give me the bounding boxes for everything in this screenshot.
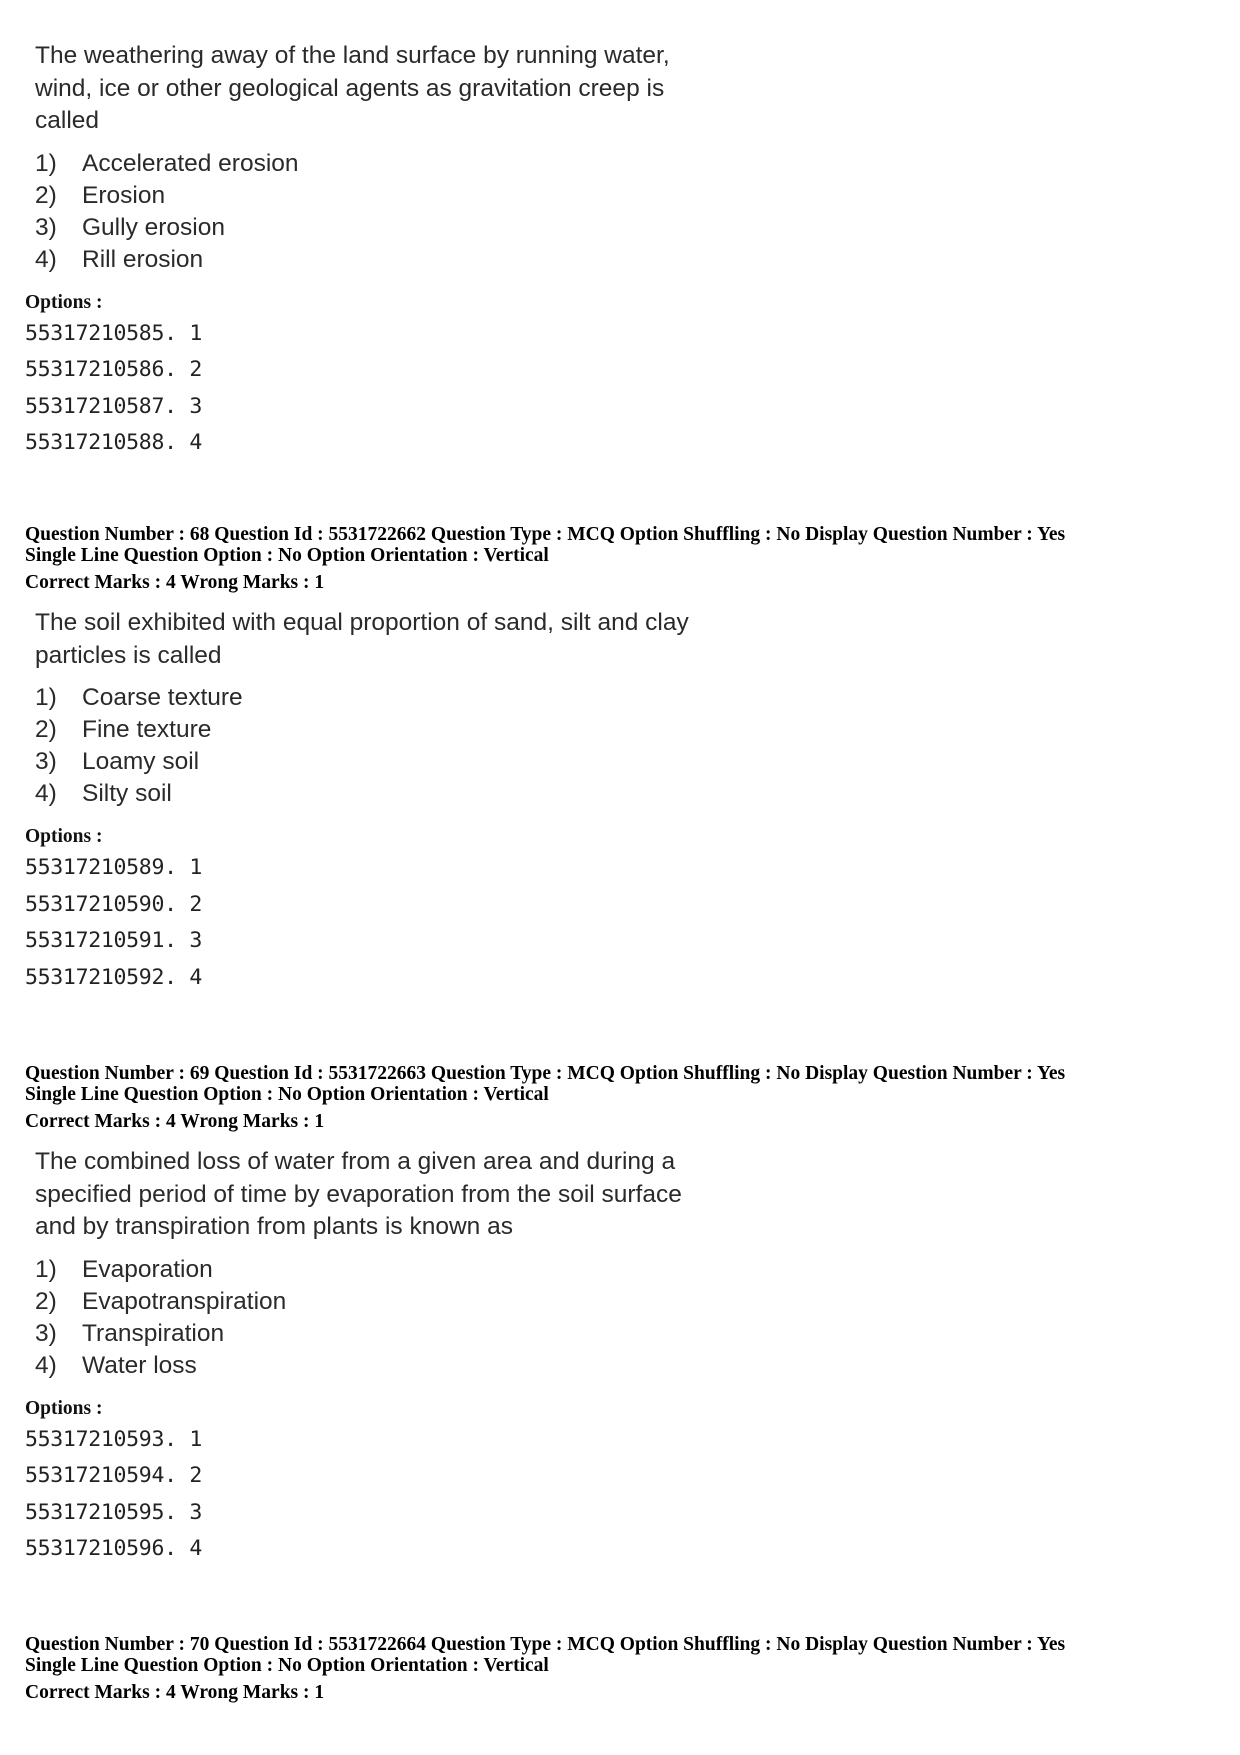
choice-list [35,682,1225,810]
choice [35,212,1225,244]
choice-text: Fine texture [82,716,212,743]
choice [35,180,1225,212]
option-id: 55317210587. 3 [25,393,203,419]
choice-number: 2) [35,716,57,743]
meta-line: Question Number : 70 Question Id : 5531722664 Question Type : MCQ Option Shuffling : No Display Question Number : Yes [25,1634,1066,1655]
question-text [35,1146,1225,1244]
marks-line: Correct Marks : 4 Wrong Marks : 1 [25,572,325,593]
question-meta [25,1063,1225,1132]
option-id: 55317210589. 1 [25,855,203,880]
options-label: Options : [25,1397,103,1419]
question-text [35,607,1225,672]
question-line: The weathering away of the land surface by running water, [35,42,670,69]
choice-text: Transpiration [82,1319,225,1347]
meta-line: Question Number : 69 Question Id : 5531722663 Question Type : MCQ Option Shuffling : No Display Question Number : Yes [25,1063,1066,1084]
choice-number: 1) [35,684,57,711]
question-line: called [35,107,100,134]
option-id: 55317210596. 4 [25,1536,203,1561]
option-id: 55317210588. 4 [25,430,203,455]
question-67 [25,40,1225,462]
choice-text: Evaporation [82,1255,213,1283]
option-id: 55317210585. 1 [25,320,203,346]
question-69-image [25,1146,1225,1382]
choice-number: 2) [35,1287,57,1315]
options-label: Options : [25,291,103,313]
option-id: 55317210586. 2 [25,357,203,382]
choice-number: 1) [35,1255,57,1283]
question-69 [25,1063,1225,1568]
choice-text: Water loss [82,1351,197,1379]
meta-line: Single Line Question Option : No Option Orientation : Vertical [25,1084,549,1105]
choice [35,682,1225,714]
choice [35,1350,1225,1382]
choice [35,714,1225,746]
choice-text: Coarse texture [82,684,243,711]
choice-text: Accelerated erosion [82,149,299,177]
choice-text: Rill erosion [82,245,204,273]
choice-number: 2) [35,181,57,209]
question-meta [25,524,1225,593]
choice [35,148,1225,180]
choice-number: 4) [35,1351,57,1379]
choice-number: 4) [35,245,57,273]
choice [35,778,1225,810]
choice-list [35,1254,1225,1382]
question-68 [25,524,1225,996]
choice-text: Silty soil [82,780,172,807]
question-text [35,40,1225,138]
choice [35,1286,1225,1318]
meta-line: Single Line Question Option : No Option Orientation : Vertical [25,545,549,566]
marks-line: Correct Marks : 4 Wrong Marks : 1 [25,1111,325,1132]
question-line: wind, ice or other geological agents as gravitation creep is [35,74,665,102]
options-label: Options : [25,826,103,847]
choice-list [35,148,1225,276]
option-id-list [25,1422,1225,1568]
choice-number: 4) [35,780,57,807]
choice-text: Loamy soil [82,748,200,775]
question-line: The soil exhibited with equal proportion of sand, silt and clay [35,609,689,636]
question-70 [25,1634,1225,1703]
choice-text: Gully erosion [82,213,225,241]
choice [35,244,1225,276]
choice-number: 3) [35,748,57,775]
option-id: 55317210592. 4 [25,964,203,990]
choice [35,1318,1225,1350]
option-id: 55317210594. 2 [25,1463,203,1488]
question-meta [25,1634,1225,1703]
choice [35,746,1225,778]
choice-number: 3) [35,213,57,241]
option-id-list [25,316,1225,462]
meta-line: Single Line Question Option : No Option Orientation : Vertical [25,1655,549,1676]
choice-number: 1) [35,149,57,177]
choice-text: Evapotranspiration [82,1287,287,1315]
option-id: 55317210591. 3 [25,928,203,953]
choice [35,1254,1225,1286]
choice-number: 3) [35,1319,57,1347]
marks-line: Correct Marks : 4 Wrong Marks : 1 [25,1682,325,1703]
option-id: 55317210590. 2 [25,891,203,917]
question-line: The combined loss of water from a given area and during a [35,1148,676,1175]
choice-text: Erosion [82,181,166,209]
option-id: 55317210593. 1 [25,1426,203,1452]
question-68-image [25,607,1225,810]
question-line: particles is called [35,641,222,669]
question-67-image [25,40,1225,276]
meta-line: Question Number : 68 Question Id : 5531722662 Question Type : MCQ Option Shuffling : No Display Question Number : Yes [25,524,1066,545]
question-line: and by transpiration from plants is known as [35,1213,513,1240]
option-id-list [25,850,1225,996]
option-id: 55317210595. 3 [25,1499,203,1525]
question-line: specified period of time by evaporation from the soil surface [35,1180,682,1208]
